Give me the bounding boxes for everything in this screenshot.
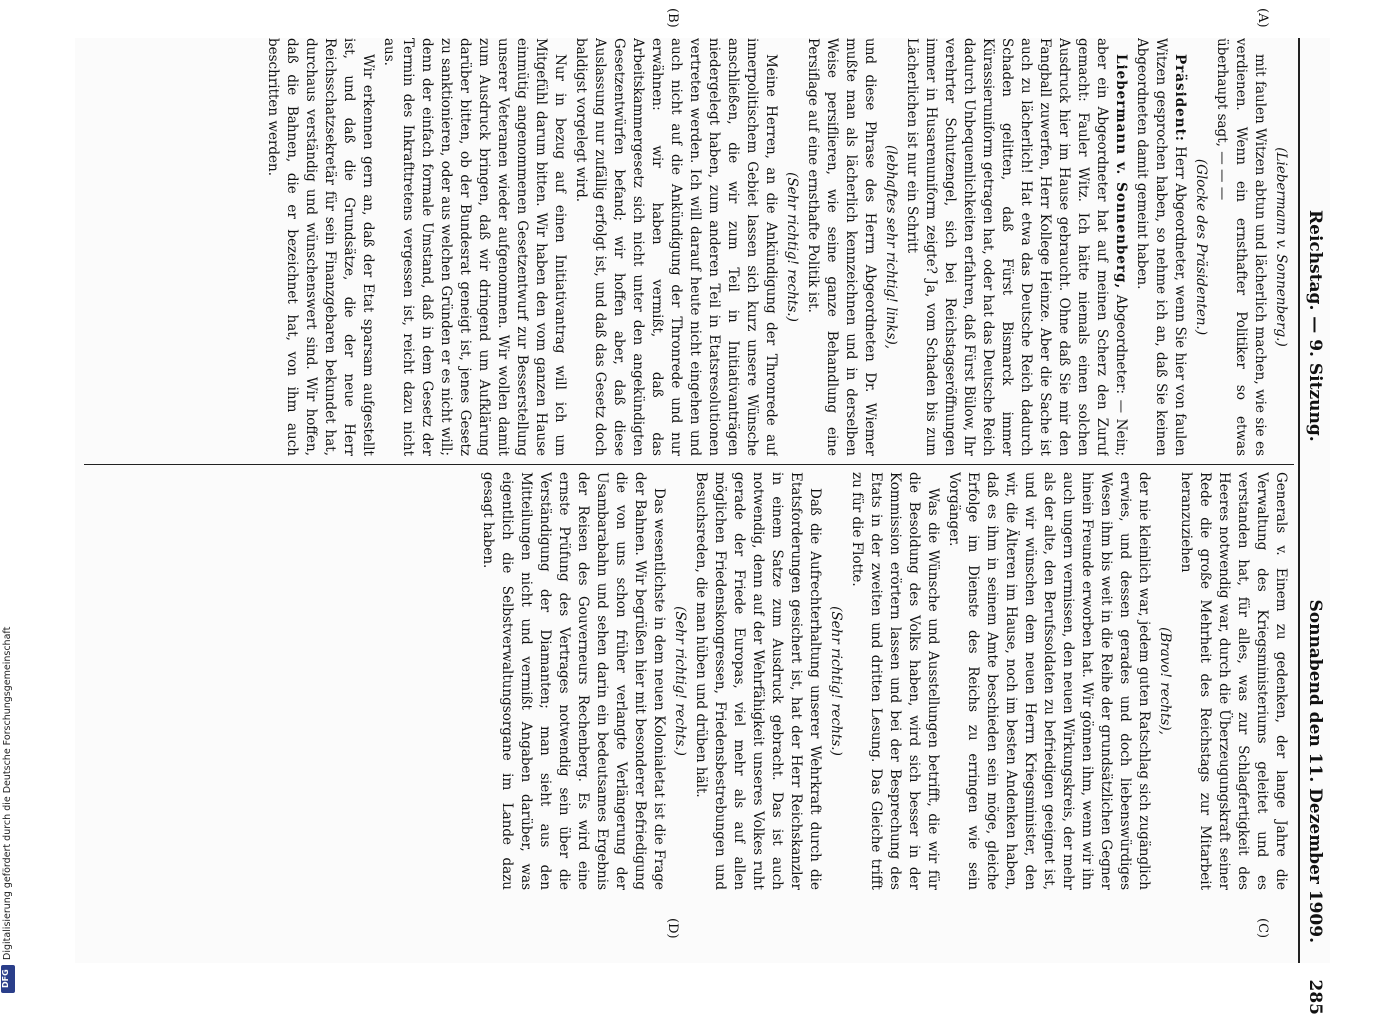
interjection: (Bravo! rechts), — [1155, 472, 1174, 890]
speaker-continuation: (Liebermann v. Sonnenberg.) — [1271, 38, 1290, 456]
interjection: (Sehr richtig! rechts.) — [782, 38, 801, 456]
newspaper-page — [75, 38, 1330, 963]
paragraph — [902, 38, 1130, 456]
margin-mark-b: (B) — [665, 8, 680, 28]
interjection: (Sehr richtig! rechts.) — [670, 472, 689, 890]
paragraph: der nie kleinlich war, jedem guten Ratschlag sich zugänglich erwies, und dessen gerades und doch liebenswürdiges Wesen ihm bis weit in die Reihe der grundsätzlichen Gegner hinein Freunde erworben hat. Wir gönnen ihm, wenn wir ihn auch ungern vermissen, den neuen Wirkungskreis, der mehr als der alte, den Berufssoldaten zu befriedigen geeignet ist, und wir wünschen dem neuen Herrn Kriegsminister, den wir, die Älteren im Hause, noch im besten Andenken haben, daß es ihm in seinem Amte beschieden sein möge, gleiche Erfolge im Dienste des Reichs zu erringen wie sein Vorgänger. — [944, 472, 1153, 890]
digitization-note: Digitalisierung gefördert durch die Deutsche Forschungsgemeinschaft — [1, 560, 15, 960]
interjection: (Sehr richtig! rechts.) — [826, 472, 845, 890]
page-number: 285 — [1305, 980, 1325, 1015]
page-number-holder — [1300, 38, 1330, 963]
margin-mark-d: (D) — [665, 918, 680, 939]
paragraph: Daß die Aufrechterhaltung unserer Wehrkraft durch die Etatsforderungen gesichert ist, hat der Herr Reichskanzler in einem Satze zum Ausdruck gebracht. Das ist auch notwendig, denn auf der Wehrfähigkeit unseres Volkes ruht gerade der Friede Europas, viel mehr als auf allen möglichen Friedenskongressen, Friedensbestrebungen und Besuchsreden, die man hüben und drüben hält. — [691, 472, 824, 890]
speaker-name: Präsident: — [1172, 54, 1188, 142]
left-column — [85, 38, 1290, 456]
paragraph: mit faulen Witzen abtun und lächerlich machen, wie sie es verdienen. Wenn ein ernsthafter Politiker so etwas überhaupt sagt, — — — — [1212, 38, 1269, 456]
dfg-logo: DFG — [1, 965, 15, 993]
paragraph: Was die Wünsche und Ausstellungen betrifft, die wir für die Besoldung des Volks haben, wird sich besser in der Kommission erörtern lassen und bei der Besprechung des Etats in der zweiten und dritten Lesung. Das Gleiche trifft zu für die Flotte. — [847, 472, 942, 890]
header-date: Sonnabend den 11. Dezember 1909. — [1305, 599, 1325, 943]
right-column — [85, 472, 1290, 890]
digitization-strip — [0, 0, 16, 1000]
paragraph: Das wesentlichste in dem neuen Kolonialetat ist die Frage der Bahnen. Wir begrüßen hier mit besonderer Befriedigung die von uns schon früher verlangte Verlängerung der Usambarabahn und sehen darin ein bedeutsames Ergebnis der Reisen des Gouverneurs Rechenberg. Es wird eine ernste Prüfung des Vertrages notwendig sein über die Verständigung der Diamanten; man sieht aus den Mitteilungen nicht und vermißt Angaben darüber, was eigentlich die Selbstverwaltungsorgane im Lande dazu gesagt haben. — [478, 472, 668, 890]
paragraph: Nur in bezug auf einen Initiativantrag will ich um Mitgefühl darum bitten. Wir haben den vom ganzen Hause einmütig angenommenen Gesetzentwurf zur Besserstellung unserer Veteranen wieder aufgenommen. Wir wollen damit zum Ausdruck bringen, daß wir dringend um Aufklärung darüber bitten, ob der Bundesrat geneigt ist, jenes Gesetz zu sanktionieren, oder aus welchen Gründen er es nicht will; denn der einfach formale Umstand, daß in dem Gesetz der Termin des Inkrafttretens vergessen ist, reicht dazu nicht aus. — [379, 38, 569, 456]
paragraph: Generals v. Einem zu gedenken, der lange Jahre die Verwaltung des Kriegsministeriums geleitet und es verstanden hat, für alles, was zur Schlagfertigkeit des Heeres notwendig war, durch die Überzeugungskraft seiner Rede die große Mehrheit des Reichstags zur Mitarbeit heranzuziehen — [1176, 472, 1290, 890]
interjection: (lebhaftes sehr richtig! links), — [881, 38, 900, 456]
margin-mark-a: (A) — [1255, 8, 1270, 28]
speech-text: Abgeordneter: — Nein; aber ein Abgeordneter hat auf meinen Scherz den Zuruf gemacht: Fauler Witz. Ich hätte niemals einen solchen Ausdruck hier im Hause gebraucht. Ohne daß Sie mir den Fangball zuwerfen, Herr Kollege Heinze. Aber die Sache ist auch zu lächerlich! Hat etwa das Deutsche Reich dadurch Schaden gelitten, daß Fürst Bismarck immer Kürassieruniform getragen hat, oder hat das Deutsche Reich dadurch Unbequemlichkeiten erfahren, daß Fürst Bülow, Ihr verehrter Schutzengel, sich bei Reichstagseröffnungen immer in Husarenuniform zeigte? Ja, vom Schaden bis zum Lächerlichen ist nur ein Schritt — [904, 38, 1129, 456]
paragraph: Meine Herren, an die Ankündigung der Thronrede auf innerpolitischem Gebiet lassen sich kurz unsere Wünsche anschließen, die wir zum Teil in Initiativanträgen niedergelegt haben, zum anderen Teil in Etatsresolutionen vertreten werden. Ich will darauf heute nicht eingehen und auch nicht auf die Ankündigung der Thronrede und nur erwähnen: wir haben vermißt, daß das Arbeitskammergesetz sich nicht unter den angekündigten Gesetzentwürfen befand; wir hoffen aber, daß diese Auslassung nur zufällig erfolgt ist, und daß das Gesetz doch baldigst vorgelegt wird. — [571, 38, 780, 456]
speech-text: Herr Abgeordneter, wenn Sie hier von faulen Witzen gesprochen haben, so nehme ich an, daß Sie keinen Abgeordneten damit gemeint haben. — [1134, 38, 1188, 456]
header-session: Reichstag. — 9. Sitzung. — [1305, 210, 1325, 442]
speaker-name: Liebermann v. Sonnenberg, — [1113, 54, 1129, 289]
column-divider — [84, 464, 1294, 465]
paragraph: Wir erkennen gern an, daß der Etat sparsam aufgestellt ist, und daß die Grundsätze, die der neue Herr Reichsschatzsekretär für sein Finanzgebaren bekundet hat, durchaus verständig und wünschenswert sind. Wir hoffen, daß die Bahnen, die er bezeichnet hat, von ihm auch beschritten werden. — [263, 38, 377, 456]
interjection: (Glocke des Präsidenten.) — [1191, 38, 1210, 456]
paragraph — [1132, 38, 1189, 456]
margin-mark-c: (C) — [1255, 918, 1270, 938]
paragraph: und diese Phrase des Herrn Abgeordneten Dr. Wiemer mußte man als lächerlich kennzeichnen und in derselben Weise persiflieren, wie seine ganze Behandlung eine Persiflage auf eine ernsthafte Politik ist. — [803, 38, 879, 456]
